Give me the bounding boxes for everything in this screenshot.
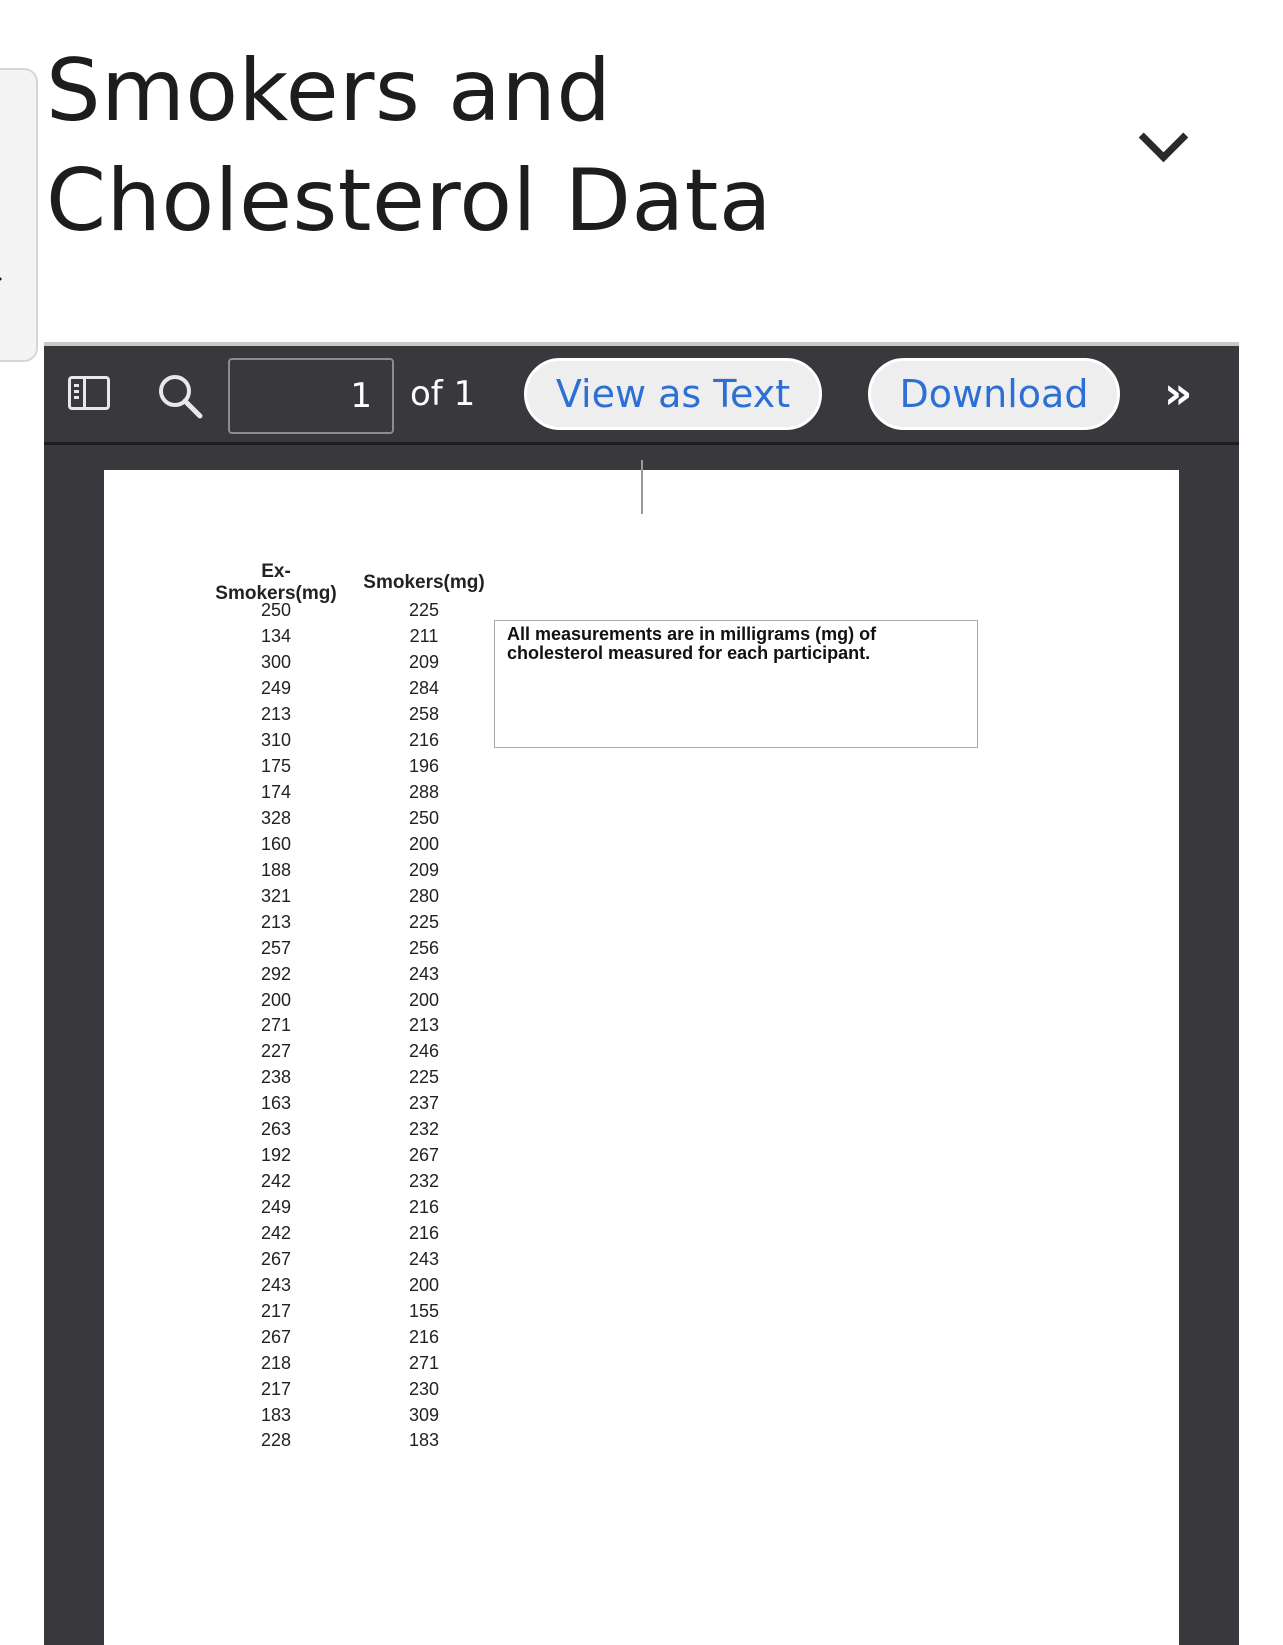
smokers-cell: 280 [408,885,440,906]
table-row [202,1143,498,1169]
smokers-cell: 211 [409,626,439,647]
table-row [202,676,498,702]
smokers-cell: 213 [408,1015,440,1036]
table-row [202,883,498,909]
table-row [202,1324,498,1350]
table-body [202,598,498,1454]
ex-smokers-cell: 300 [260,652,292,673]
table-row [202,1428,498,1454]
ex-smokers-cell: 242 [260,1222,292,1243]
table-row [202,1350,498,1376]
table-row [202,831,498,857]
ex-smokers-cell: 250 [260,600,292,621]
ex-smokers-cell: 238 [260,1067,292,1088]
table-row [202,1013,498,1039]
table-row [202,1039,498,1065]
page-title: Smokers and Cholesterol Data [46,41,773,251]
ex-smokers-cell: 200 [260,989,292,1010]
table-row [202,1246,498,1272]
table-row [202,987,498,1013]
ex-smokers-cell: 218 [260,1352,292,1373]
table-row [202,1117,498,1143]
smokers-cell: 155 [408,1300,440,1321]
smokers-cell: 216 [408,1222,440,1243]
smokers-cell: 225 [408,1067,440,1088]
smokers-cell: 196 [408,756,440,777]
ex-smokers-cell: 242 [260,1171,292,1192]
page-count: of 1 [410,374,476,414]
smokers-cell: 267 [408,1145,440,1166]
smokers-cell: 250 [408,807,440,828]
ex-smokers-cell: 249 [260,1197,292,1218]
more-tools-button[interactable]: » [1164,368,1185,419]
table-row [202,1065,498,1091]
smokers-cell: 225 [408,911,440,932]
document-page [104,470,1179,1645]
side-panel-tab[interactable] [0,68,38,362]
header-ex-smokers: Ex-Smokers(mg) [215,561,337,604]
text-cursor [641,460,643,514]
ex-smokers-cell: 249 [260,678,292,699]
smokers-cell: 284 [408,678,440,699]
smokers-cell: 200 [408,1274,440,1295]
viewer-toolbar [44,346,1239,445]
data-table [202,561,498,1454]
ex-smokers-cell: 321 [260,885,292,906]
table-row [202,1195,498,1221]
ex-smokers-cell: 192 [260,1145,292,1166]
smokers-cell: 232 [408,1171,440,1192]
ex-smokers-cell: 267 [260,1326,292,1347]
ex-smokers-cell: 183 [260,1404,292,1425]
ex-smokers-cell: 263 [260,1119,292,1140]
smokers-cell: 230 [408,1378,440,1399]
smokers-cell: 271 [408,1352,440,1373]
header-smokers: Smokers(mg) [363,572,485,593]
table-row [202,624,498,650]
smokers-cell: 209 [408,652,440,673]
smokers-cell: 309 [408,1404,440,1425]
smokers-cell: 256 [408,937,440,958]
smokers-cell: 183 [408,1430,440,1451]
smokers-cell: 216 [408,1326,440,1347]
ex-smokers-cell: 243 [260,1274,292,1295]
ex-smokers-cell: 227 [260,1041,292,1062]
ex-smokers-cell: 257 [260,937,292,958]
table-row [202,780,498,806]
table-row [202,598,498,624]
table-row [202,1091,498,1117]
ex-smokers-cell: 175 [260,756,292,777]
download-button[interactable]: Download [868,358,1120,430]
smokers-cell: 243 [408,1248,440,1269]
smokers-cell: 246 [408,1041,440,1062]
smokers-cell: 209 [408,859,440,880]
ex-smokers-cell: 213 [260,704,292,725]
ex-smokers-cell: 267 [260,1248,292,1269]
ex-smokers-cell: 217 [260,1300,292,1321]
table-row [202,650,498,676]
smokers-cell: 200 [408,989,440,1010]
table-row [202,857,498,883]
table-row [202,1272,498,1298]
table-row [202,909,498,935]
ex-smokers-cell: 292 [260,963,292,984]
search-icon[interactable] [156,372,204,420]
table-row [202,1221,498,1247]
ex-smokers-cell: 217 [260,1378,292,1399]
smokers-cell: 258 [408,704,440,725]
smokers-cell: 216 [408,1197,440,1218]
pdf-viewer [44,342,1239,1645]
smokers-cell: 200 [408,833,440,854]
smokers-cell: 243 [408,963,440,984]
smokers-cell: 232 [408,1119,440,1140]
table-row [202,702,498,728]
table-header [202,561,498,604]
expand-arrow-icon[interactable] [0,266,2,292]
ex-smokers-cell: 213 [260,911,292,932]
table-row [202,961,498,987]
ex-smokers-cell: 134 [260,626,292,647]
view-as-text-button[interactable]: View as Text [524,358,822,430]
page-number-input[interactable] [228,358,394,434]
note-box: All measurements are in milligrams (mg) of cholesterol measured for each participant. [494,620,978,748]
table-row [202,728,498,754]
ex-smokers-cell: 160 [260,833,292,854]
smokers-cell: 288 [408,782,440,803]
smokers-cell: 237 [408,1093,440,1114]
smokers-cell: 225 [408,600,440,621]
sidebar-toggle-icon[interactable] [68,376,110,410]
table-row [202,806,498,832]
ex-smokers-cell: 310 [260,730,292,751]
table-row [202,1402,498,1428]
ex-smokers-cell: 163 [260,1093,292,1114]
ex-smokers-cell: 271 [260,1015,292,1036]
ex-smokers-cell: 188 [260,859,292,880]
ex-smokers-cell: 328 [260,807,292,828]
ex-smokers-cell: 228 [260,1430,292,1451]
chevron-down-icon[interactable] [1139,113,1188,162]
ex-smokers-cell: 174 [260,782,292,803]
table-row [202,1376,498,1402]
table-row [202,1298,498,1324]
table-row [202,754,498,780]
table-row [202,935,498,961]
smokers-cell: 216 [408,730,440,751]
table-row [202,1169,498,1195]
